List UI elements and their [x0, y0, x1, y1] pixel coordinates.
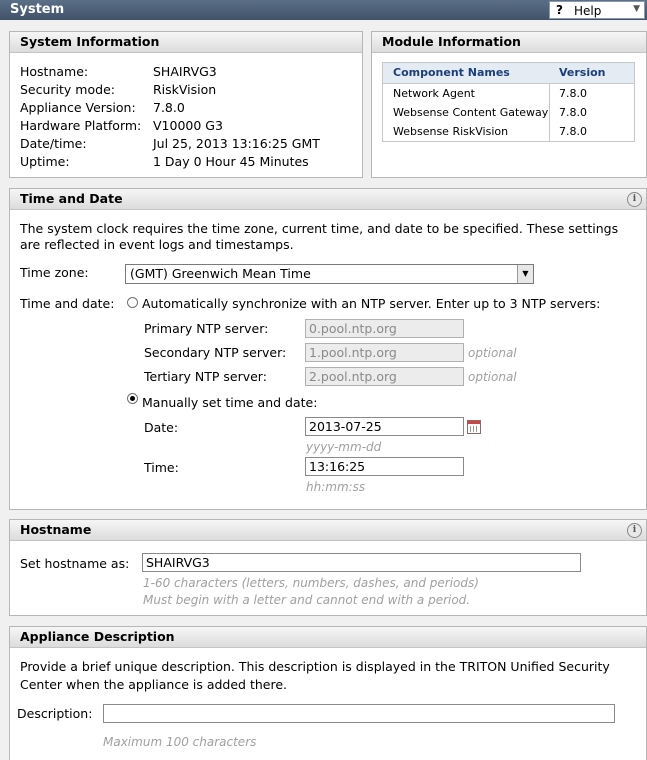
- secondary-ntp-value: 1.pool.ntp.org: [309, 345, 397, 360]
- description-text: Center when the appliance is added there.: [20, 677, 287, 692]
- description-input[interactable]: [103, 704, 615, 723]
- panel-title: Module Information: [382, 34, 521, 49]
- optional-hint: optional: [468, 370, 517, 384]
- help-menu[interactable]: [549, 1, 645, 19]
- time-input[interactable]: [305, 457, 464, 476]
- hostname-hint: 1-60 characters (letters, numbers, dashes, and periods): [143, 576, 479, 590]
- table-row: [383, 84, 634, 103]
- description-label: Description:: [17, 706, 93, 721]
- time-zone-label: Time zone:: [20, 265, 89, 280]
- time-label: Time:: [144, 460, 179, 475]
- component-version: 7.8.0: [559, 87, 587, 100]
- appliance-version-label: Appliance Version:: [20, 100, 136, 115]
- date-format-hint: yyyy-mm-dd: [306, 440, 382, 454]
- optional-hint: optional: [468, 346, 517, 360]
- info-icon[interactable]: i: [627, 523, 642, 538]
- panel-header: [10, 32, 362, 53]
- set-hostname-label: Set hostname as:: [20, 556, 130, 571]
- component-name: Network Agent: [393, 87, 475, 100]
- table-row: [383, 103, 634, 122]
- datetime-value: Jul 25, 2013 13:16:25 GMT: [153, 136, 320, 151]
- primary-ntp-value: 0.pool.ntp.org: [309, 321, 397, 336]
- table-header: [383, 63, 634, 84]
- title-bar: [0, 0, 647, 20]
- time-format-hint: hh:mm:ss: [306, 480, 366, 494]
- manual-time-option-label: Manually set time and date:: [142, 395, 318, 410]
- component-names-header: Component Names: [393, 66, 510, 79]
- hostname-input[interactable]: [142, 553, 581, 572]
- date-label: Date:: [144, 420, 179, 435]
- security-mode-label: Security mode:: [20, 82, 115, 97]
- calendar-icon[interactable]: [467, 420, 481, 434]
- version-header: Version: [559, 66, 606, 79]
- component-name: Websense Content Gateway: [393, 106, 549, 119]
- module-information-panel: [371, 31, 647, 178]
- panel-header: [10, 627, 646, 648]
- system-information-panel: [9, 31, 363, 178]
- description-text: Provide a brief unique description. This description is displayed in the TRITON Unified Security: [20, 659, 610, 674]
- appliance-description-panel: [9, 626, 647, 760]
- secondary-ntp-label: Secondary NTP server:: [144, 345, 287, 360]
- hardware-platform-label: Hardware Platform:: [20, 118, 142, 133]
- component-table: [382, 62, 635, 142]
- ntp-sync-radio[interactable]: [127, 297, 138, 308]
- secondary-ntp-input[interactable]: [305, 343, 464, 362]
- uptime-value: 1 Day 0 Hour 45 Minutes: [153, 154, 309, 169]
- time-and-date-panel: [9, 188, 647, 510]
- ntp-sync-option-label: Automatically synchronize with an NTP server. Enter up to 3 NTP servers:: [142, 296, 601, 311]
- component-version: 7.8.0: [559, 125, 587, 138]
- chevron-down-icon: ▼: [517, 265, 533, 283]
- component-version: 7.8.0: [559, 106, 587, 119]
- description-hint: Maximum 100 characters: [103, 735, 257, 749]
- panel-title: Hostname: [20, 522, 92, 537]
- hostname-hint: Must begin with a letter and cannot end with a period.: [143, 593, 471, 607]
- appliance-version-value: 7.8.0: [153, 100, 185, 115]
- date-input[interactable]: [305, 417, 464, 436]
- hostname-input-value: SHAIRVG3: [146, 555, 210, 570]
- info-icon[interactable]: i: [627, 192, 642, 207]
- tertiary-ntp-label: Tertiary NTP server:: [144, 369, 267, 384]
- manual-time-radio[interactable]: [127, 393, 138, 404]
- security-mode-value: RiskVision: [153, 82, 217, 97]
- component-name: Websense RiskVision: [393, 125, 509, 138]
- help-label: Help: [574, 4, 602, 18]
- panel-header: [10, 520, 646, 541]
- question-icon: ?: [556, 3, 563, 17]
- time-zone-select[interactable]: [125, 264, 534, 284]
- time-value: 13:16:25: [309, 459, 366, 474]
- table-row: [383, 122, 634, 141]
- panel-title: Time and Date: [20, 191, 123, 206]
- panel-title: Appliance Description: [20, 629, 175, 644]
- window-title: System: [10, 2, 65, 17]
- time-zone-value: (GMT) Greenwich Mean Time: [130, 266, 311, 281]
- primary-ntp-label: Primary NTP server:: [144, 321, 269, 336]
- description-text: are reflected in event logs and timestamps.: [20, 237, 294, 252]
- hostname-value: SHAIRVG3: [153, 64, 217, 79]
- time-and-date-label: Time and date:: [20, 296, 115, 311]
- uptime-label: Uptime:: [20, 154, 70, 169]
- datetime-label: Date/time:: [20, 136, 87, 151]
- panel-header: [372, 32, 646, 53]
- hostname-label: Hostname:: [20, 64, 89, 79]
- hardware-platform-value: V10000 G3: [153, 118, 223, 133]
- description-text: The system clock requires the time zone, current time, and date to be specified. These settings: [20, 221, 619, 236]
- panel-title: System Information: [20, 34, 160, 49]
- chevron-down-icon: ▼: [633, 4, 640, 14]
- tertiary-ntp-value: 2.pool.ntp.org: [309, 369, 397, 384]
- date-value: 2013-07-25: [309, 419, 382, 434]
- primary-ntp-input[interactable]: [305, 319, 464, 338]
- panel-header: [10, 189, 646, 210]
- tertiary-ntp-input[interactable]: [305, 367, 464, 386]
- hostname-panel: [9, 519, 647, 616]
